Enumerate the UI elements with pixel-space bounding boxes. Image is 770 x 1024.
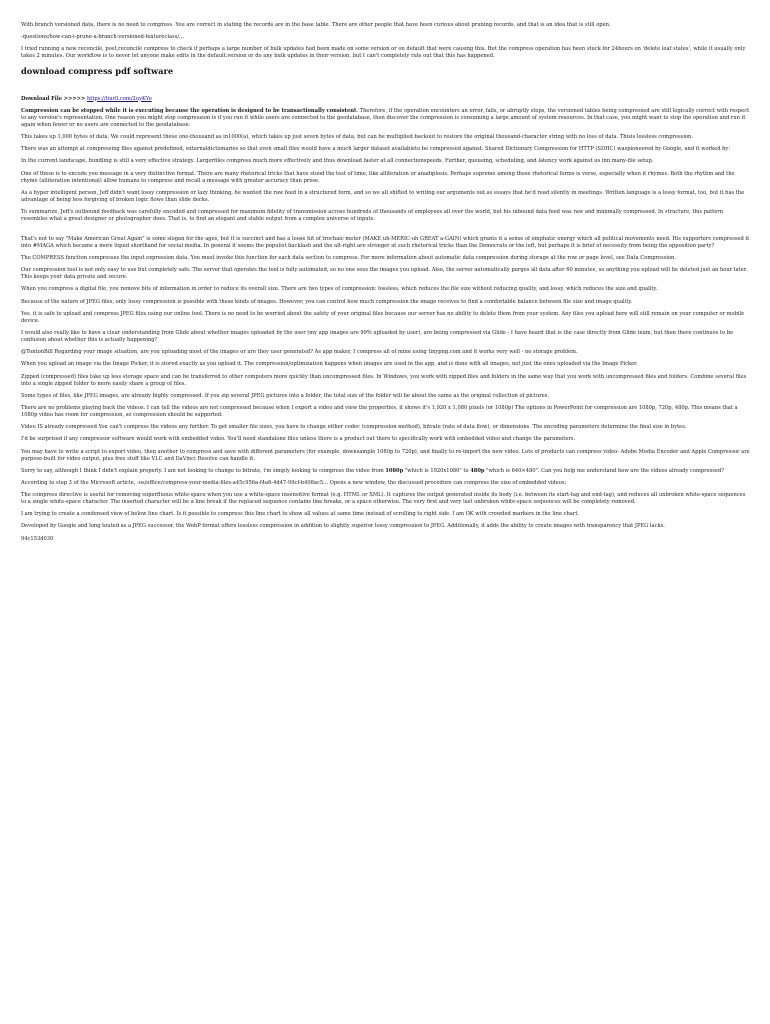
paragraph: Developed by Google and long touted as a JPEG successor, the WebP format offers lossless compression in addition to slightly superior lossy compression to JPEG. Additionally, it adds the ability to create images with transparency that JPEG lacks. [21,523,665,530]
intro-paragraph-1: With branch versioned data, there is no need to compress. You are correct in stating the records are in the base table. There are other people that have been curious about pruning records, and that is an idea that is still open. [21,22,611,28]
paragraph: You may have to write a script to export video, then another to compress and save with different parameters (for example, downsample 1080p to 720p), and finally to re-import the new video. Lots of products can compress video- Adobe Media Encoder and Apple Compressor are purpose-built for video output, plus free stuff like VLC and DaVinci Resolve can handle it. [21,448,750,462]
paragraph: The COMPRESS function compresses the input expression data. You must invoke this function for each data section to compress. For more information about automatic data compression during storage at the row or page level, see Data Compression. [21,255,676,262]
paragraph: I am trying to create a condensed view of below line chart. Is it possible to compress this line chart to show all values at same time instead of scrolling to right side. I am OK with crowded markers in the line chart. [21,511,580,518]
sorry-text-a: Sorry to say, although I think I didn't explain properly. I am not looking to change to bitrate, i'm simply looking to compress the video from [21,467,386,474]
paragraph: Zipped (compressed) files take up less storage space and can be transferred to other computers more quickly than uncompressed files. In Windows, you work with zipped files and folders in the same way that you work with uncompressed files and folders. Combine several files into a single zipped folder to more easily share a group of files. [21,373,747,387]
intro-paragraph-3: I tried running a new reconcile, post,reconcile compress to check if perhaps a large number of bulk updates had been made on some version or on default that were causing this. But the compress operation has been stuck for 24hours on 'delete leaf states', while it usually only takes 2 minutes. Our workflow is to never let anyone make edits in the default.version or do any bulk updates in their version, but I can't completely rule out that this has happened. [21,46,746,60]
paragraph: This takes up 1,000 bytes of data. We could represent these one-thousand as in1000(a), which takes up just seven bytes of data, but can be multiplied backout to restore the original thousand-character string with no loss of data. Thisis lossless compression. [21,133,694,140]
paragraph: As a hyper intelligent person, Jeff didn't want lossy compression or lazy thinking, he wanted the raw feed in a structured form, and so we all shifted to writing our arguments out as essays that he'd read silently in meetings. Written language is a lossy format, too, but it has the advantage of being less forgiving of broken logic flows than slide decks. [21,189,745,203]
paragraph: When you upload an image via the Image Picker, it is stored exactly as you upload it. The compression/optimization happens when images are used in the app, and is done with all images, not just the ones uploaded via the Image Picker. [21,361,638,368]
download-label: Download File >>>>> [21,95,86,102]
sorry-text-d: "which is 640×480". Can you help me understand how are the videos already compressed? [484,467,724,474]
page-title: download compress pdf software [21,65,174,76]
lead-text: . Therefore, if the operation encounters an error, fails, or abruptly stops, the versioned tables being compressed are still logically correct with respect to any version's representation. One reason you might stop compression is if you run it while users are connected to the geodatabase, then discover the compression is consuming a large amount of system resources. In that case, you might want to stop the operation and run it again when fewer or no users are connected to the geodatabase. [21,107,750,128]
paragraph: I'd be surprised if any compressor software would work with embedded video. You'll need standalone files unless there is a product out there to specifically work with embedded video and change the parameters. [21,436,576,443]
paragraph: I would also really like to have a clear understanding from Glide about whether images uploaded by the user (my app images are 99% uploaded by user), are being compressed via Glide - I have heard that is the case directly from Glide team, but then there continues to be confusion about whether this is actually happening? [21,330,734,343]
paragraph: Video IS already compressed You can't compress the videos any further. To get smaller file sizes, you have to change either codec (compression method), bitrate (rate of data flow), or dimensions. The encoding parameters determine the final size in bytes. [21,424,687,431]
paragraph: According to step 3 of the Microsoft article, -us/office/compress-your-media-files-a45c956a-f4a6-4d47-99cf-b408ac5... Opens a new window, the discussed procedure can compress the size of embedded videos; [21,479,567,486]
paragraph: Some types of files, like JPEG images, are already highly compressed. If you zip several JPEG pictures into a folder, the total size of the folder will be about the same as the original collection of pictures. [21,392,550,399]
download-line [21,96,750,103]
paragraph: When you compress a digital file, you remove bits of information in order to reduce its overall size. There are two types of compression: lossless, which reduces the file size without reducing quality, and lossy, which reduces the size and quality. [21,286,658,293]
paragraph: To summarize, Jeff's outbound feedback was carefully encoded and compressed for maximum fidelity of transmission across hundreds of thousands of employees all over the world, but his inbound data feed was raw and minimally compressed. In structure, this pattern resembles what a great designer or photographer does. That is, to find an elegant and stable output from a complex universe of inputs. [21,208,724,222]
lead-paragraph [21,108,750,129]
paragraph: The compress directive is useful for removing superfluous white-space when you use a white-space insensitive format (e.g. HTML or XML). It captures the output generated inside its body (i.e. between its start-tag and end-tag), and reduces all unbroken white-space sequences to a single white-space character. The inserted character will be a line break if the replaced sequence contains line breaks, or a space otherwise. The very first and very last unbroken white-space sequences will be completely removed. [21,492,746,506]
download-link[interactable]: https://tiurll.com/2uyKYo [86,95,152,102]
sorry-paragraph [21,468,750,475]
paragraph: In the current landscape, bundling is still a very effective strategy. Largerfiles compress much more effectively and thus download faster at all connectionspeeds. Further, queueing, scheduling, and latency work against us inn many-file setup. [21,158,654,165]
paragraph: Because of the nature of JPEG files, only lossy compression is possible with these kinds of images. However, you can control how much compression the image receives to find a comfortable balance between file size and image quality. [21,298,633,305]
paragraph: One of these is to encode you message in a very distinctive format. There are many rhetorical tricks that have stood the test of time, like alliteration or anadiplosis. Perhaps supreme among these rhetorical forms is verse, especially when it rhymes. Both the rhythm and the rhyme (alliteration intentional) allow humans to compress and recall a message with greater accuracy than prose. [21,170,735,184]
paragraph: There are no problems playing back the videos. I can tell the videos are not compressed because when I export a video and view the properties, it shows it's 1,920 x 1,080 pixels (or 1080p) The options in PowerPoint for compression are 1080p, 720p, 480p. This means that a 1080p video has room for compression, so compression should be supported. [21,404,738,418]
document-id: 94c153d030 [21,535,54,542]
paragraph: Our compression tool is not only easy to use but completely safe. The server that operates the tool is fully automated, so no one sees the images you upload. Also, the server automatically purges all data after 60 minutes, so anything you upload will be deleted just an hour later. This keeps your data private and secure. [21,267,748,281]
sorry-bold-480p: 480p [470,467,485,474]
intro-paragraph-2: -questions/how-can-i-prune-a-branch-versioned-featureclass/... [21,34,184,41]
sorry-bold-1080p: 1080p [385,467,404,474]
paragraph: That's not to say "Make American Great Again" is some slogan for the ages, but it is succinct and has a loose hit of trochaic meter (MAKE uh-MERIC-uh GREAT a-GAIN) which grants it a sense of emphatic energy which all political movements need. His supporters compressed it into #MAGA which became a more liquid shorthand for social media. In general it seems the populist backlash and the alt-right are stronger at such rhetorical tricks than the Democrats or the left, but perhaps it is brief of necessity from being the opposition party? [21,235,750,249]
sorry-text-c: "which is 1920x1080" to [403,467,471,474]
paragraph: Yes, it is safe to upload and compress JPEG files using our online tool. There is no need to be worried about the safety of your original files because our server has no ability to delete them from your system. Any files you upload here will still remain on your computer or mobile device. [21,310,745,324]
paragraph: There was an attempt at compressing files against predefined, externaldictionaries so that even small files would have a much larger dataset availableto be compressed against. Shared Dictionary Compression for HTTP (SDHC) waspioneered by Google, and it worked by: [21,146,731,153]
paragraph: @TontonBill Regarding your image situation, are you uploading most of the images or are they user generated? As app maker, I compress all of mine using tinypng.com and it works very well - no storage problem. [21,349,578,356]
lead-bold-text: Compression can be stopped while it is executing because the operation is designed to be transactionally consistent [21,107,357,114]
